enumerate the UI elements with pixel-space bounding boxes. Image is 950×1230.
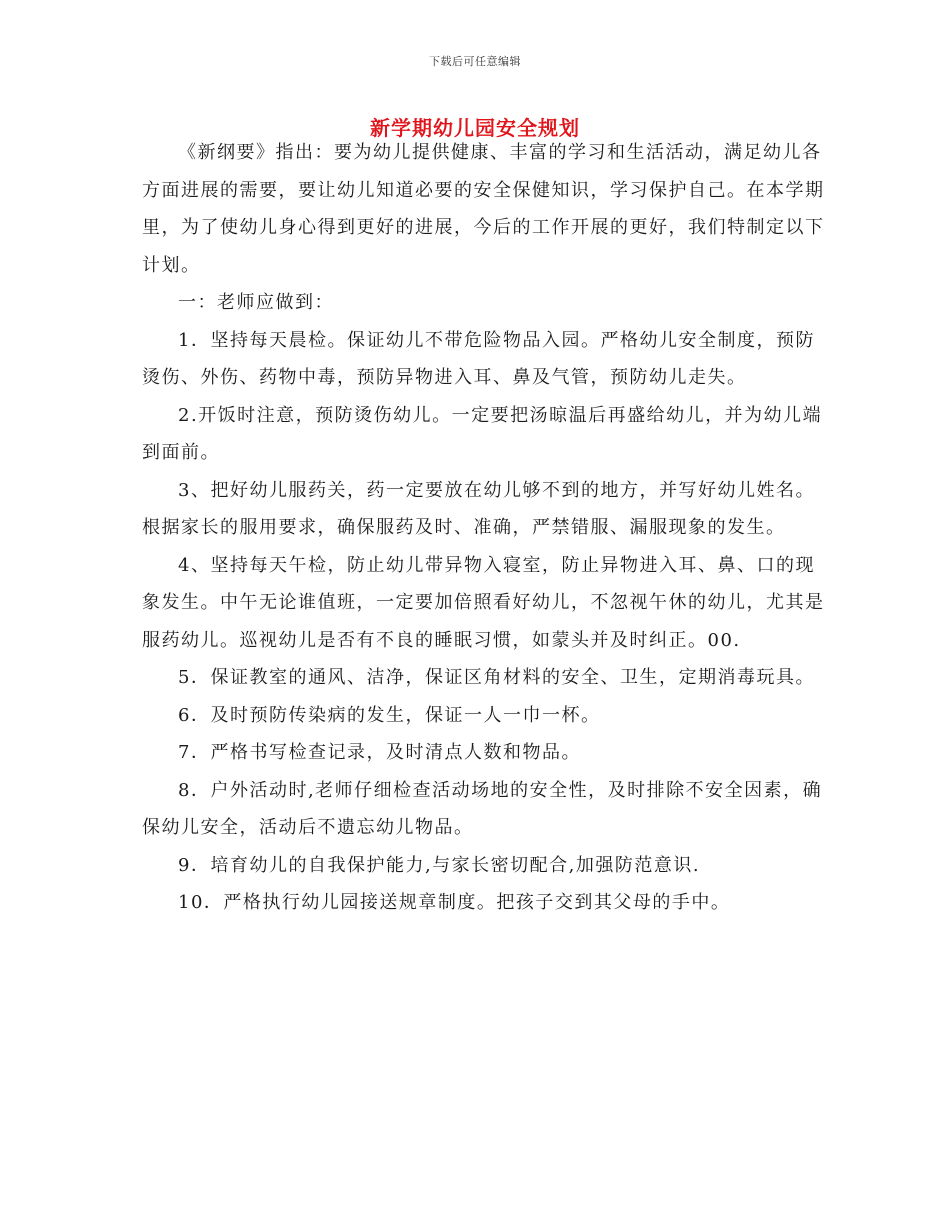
document-title: 新学期幼儿园安全规划 [370, 116, 580, 140]
list-item-3: 3、把好幼儿服药关，药一定要放在幼儿够不到的地方，并写好幼儿姓名。根据家长的服用要求，确保服药及时、准确，严禁错服、漏服现象的发生。 [142, 479, 815, 538]
list-item-4: 4、坚持每天午检，防止幼儿带异物入寝室，防止异物进入耳、鼻、口的现象发生。中午无论谁值班，一定要加倍照看好幼儿，不忽视午休的幼儿，尤其是服药幼儿。巡视幼儿是否有不良的睡眠习惯，如蒙头并及时纠正。00. [142, 554, 825, 651]
list-item-8: 8．户外活动时,老师仔细检查活动场地的安全性，及时排除不安全因素，确保幼儿安全，活动后不遗忘幼儿物品。 [142, 779, 823, 838]
list-item-10: 10．严格执行幼儿园接送规章制度。把孩子交到其父母的手中。 [178, 892, 731, 913]
list-item-1: 1．坚持每天晨检。保证幼儿不带危险物品入园。严格幼儿安全制度，预防烫伤、外伤、药物中毒，预防异物进入耳、鼻及气管，预防幼儿走失。 [142, 329, 815, 388]
list-item-9: 9．培育幼儿的自我保护能力,与家长密切配合,加强防范意识. [178, 854, 701, 876]
header-note: 下载后可任意编辑 [429, 55, 521, 68]
list-item-2: 2.开饭时注意，预防烫伤幼儿。一定要把汤晾温后再盛给幼儿，并为幼儿端到面前。 [142, 404, 823, 463]
intro-paragraph: 《新纲要》指出：要为幼儿提供健康、丰富的学习和生活活动，满足幼儿各方面进展的需要，要让幼儿知道必要的安全保健知识，学习保护自己。在本学期里，为了使幼儿身心得到更好的进展，今后的工作开展的更好，我们特制定以下计划。 [142, 142, 825, 276]
list-item-5: 5．保证教室的通风、洁净，保证区角材料的安全、卫生，定期消毒玩具。 [178, 667, 815, 688]
section-heading: 一：老师应做到： [178, 292, 334, 313]
document-body [142, 134, 827, 922]
list-item-7: 7．严格书写检查记录，及时清点人数和物品。 [178, 742, 581, 763]
list-item-6: 6．及时预防传染病的发生，保证一人一巾一杯。 [178, 704, 601, 726]
